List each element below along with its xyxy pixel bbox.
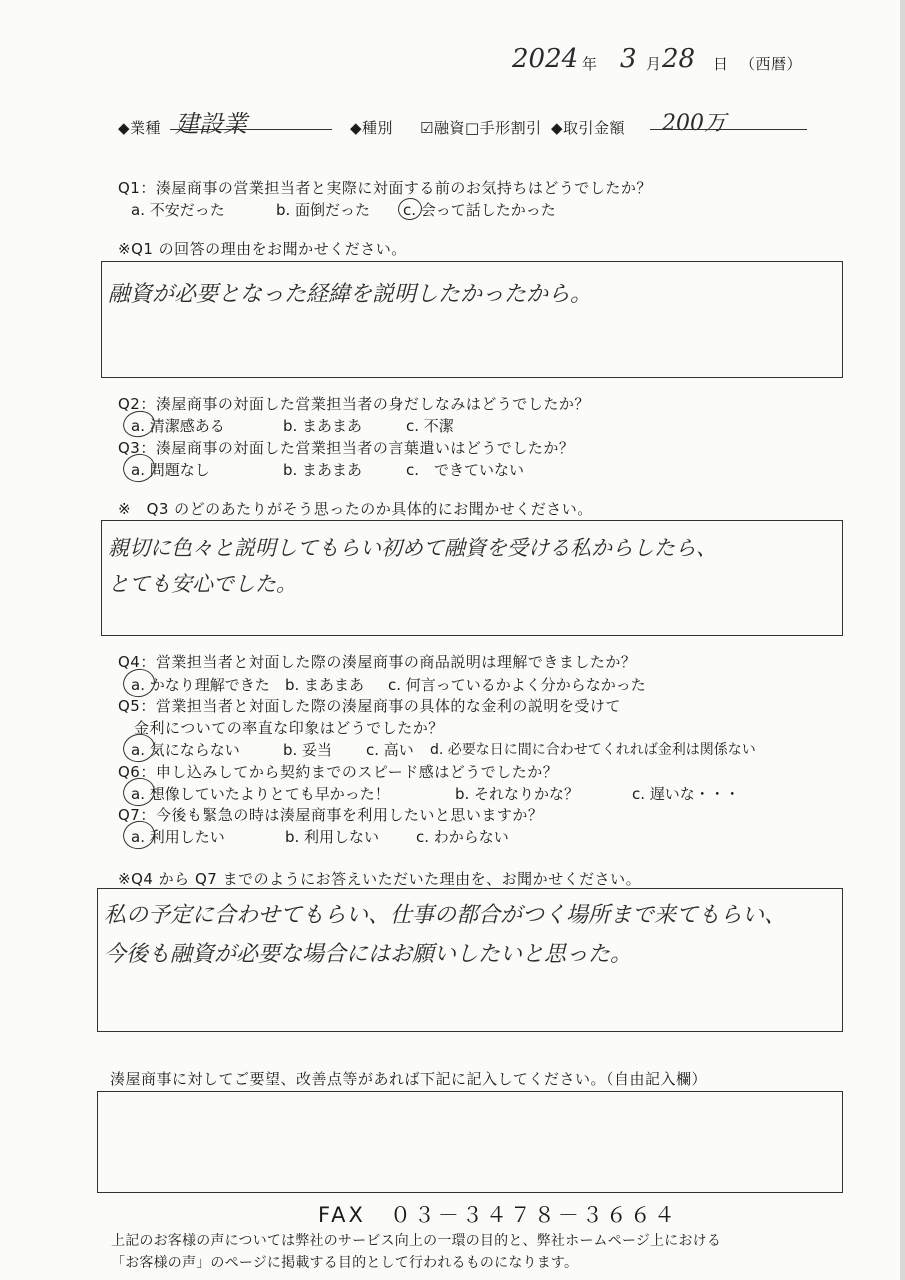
month-label: 月 <box>646 55 662 73</box>
q1-option-b: b. 面倒だった <box>276 201 371 219</box>
q4-option-a: a. かなり理解できた <box>131 676 270 694</box>
q2-option-c: c. 不潔 <box>406 417 454 435</box>
q2-option-b: b. まあまあ <box>283 417 363 435</box>
q6-option-c: c. 遅いな・・・ <box>632 785 740 803</box>
q5-option-d: d. 必要な日に間に合わせてくれれば金利は関係ない <box>430 742 756 758</box>
q1-reason-prompt: ※Q1 の回答の理由をお聞かせください。 <box>118 240 407 258</box>
q5-option-c: c. 高い <box>366 741 414 759</box>
q5-question-line1: Q5：営業担当者と対面した際の湊屋商事の具体的な金利の説明を受けて <box>118 697 621 715</box>
free-entry-prompt: 湊屋商事に対してご要望、改善点等があれば下記に記入してください。（自由記入欄） <box>110 1070 708 1088</box>
type-label: ◆種別 <box>350 119 394 137</box>
q1-reason-answer: 融資が必要となった経緯を説明したかったから。 <box>108 282 593 307</box>
q47-reason-prompt: ※Q4 から Q7 までのようにお答えいただいた理由を、お聞かせください。 <box>118 870 642 888</box>
q2-option-a: a. 清潔感ある <box>131 417 225 435</box>
era-label: （西暦） <box>740 55 803 73</box>
fax-number: FAX ０３－３４７８－３６６４ <box>318 1203 678 1227</box>
q3-option-c: c. できていない <box>406 461 525 479</box>
industry-label: ◆業種 <box>118 119 162 137</box>
amount-label: ◆取引金額 <box>551 119 626 137</box>
day-label: 日 <box>713 55 729 73</box>
q3-reason-answer-line2: とても安心でした。 <box>108 572 297 596</box>
month-handwritten: 3 <box>620 44 637 74</box>
scan-edge <box>900 0 905 1280</box>
q1-question: Q1：湊屋商事の営業担当者と実際に対面する前のお気持ちはどうでしたか？ <box>118 179 652 197</box>
q1-option-c: c. 会って話したかった <box>403 201 556 219</box>
year-label: 年 <box>582 55 598 73</box>
q5-option-b: b. 妥当 <box>283 741 333 759</box>
q2-question: Q2：湊屋商事の対面した営業担当者の身だしなみはどうでしたか？ <box>118 395 590 413</box>
industry-value: 建設業 <box>175 110 247 138</box>
q5-option-a: a. 気にならない <box>131 741 240 759</box>
q4-option-c: c. 何言っているかよく分からなかった <box>388 676 646 694</box>
q5-question-line2: 金利についての率直な印象はどうでしたか？ <box>134 719 444 737</box>
q7-question: Q7：今後も緊急の時は湊屋商事を利用したいと思いますか？ <box>118 806 544 824</box>
day-handwritten: 28 <box>662 44 696 74</box>
year-handwritten: 2024 <box>512 44 579 74</box>
q3-option-b: b. まあまあ <box>283 461 363 479</box>
q3-reason-prompt: ※ Q3 のどのあたりがそう思ったのか具体的にお聞かせください。 <box>118 500 593 518</box>
footer-note-line2: 「お客様の声」のページに掲載する目的として行われるものになります。 <box>111 1255 579 1271</box>
footer-note-line1: 上記のお客様の声については弊社のサービス向上の一環の目的と、弊社ホームページ上における <box>111 1233 722 1249</box>
q7-option-b: b. 利用しない <box>285 828 380 846</box>
q3-reason-answer-line1: 親切に色々と説明してもらい初めて融資を受ける私からしたら、 <box>108 536 717 560</box>
q3-option-a: a. 問題なし <box>131 461 210 479</box>
q47-reason-answer-line2: 今後も融資が必要な場合にはお願いしたいと思った。 <box>104 942 633 967</box>
q6-option-a: a. 想像していたよりとても早かった！ <box>131 785 390 803</box>
q4-question: Q4：営業担当者と対面した際の湊屋商事の商品説明は理解できましたか？ <box>118 653 637 671</box>
q3-question: Q3：湊屋商事の対面した営業担当者の言葉遣いはどうでしたか？ <box>118 439 575 457</box>
q7-option-c: c. わからない <box>416 828 509 846</box>
q4-option-b: b. まあまあ <box>285 676 365 694</box>
q7-option-a: a. 利用したい <box>131 828 225 846</box>
q6-option-b: b. それなりかな？ <box>455 785 580 803</box>
q47-reason-answer-line1: 私の予定に合わせてもらい、仕事の都合がつく場所まで来てもらい、 <box>104 903 787 928</box>
industry-underline <box>170 129 332 130</box>
amount-value: 200万 <box>662 111 726 136</box>
free-entry-box <box>97 1091 843 1193</box>
q1-option-a: a. 不安だった <box>131 201 225 219</box>
type-options: ☑融資□手形割引 <box>420 119 542 137</box>
q6-question: Q6：申し込みしてから契約までのスピード感はどうでしたか？ <box>118 763 559 781</box>
amount-underline <box>650 129 807 130</box>
